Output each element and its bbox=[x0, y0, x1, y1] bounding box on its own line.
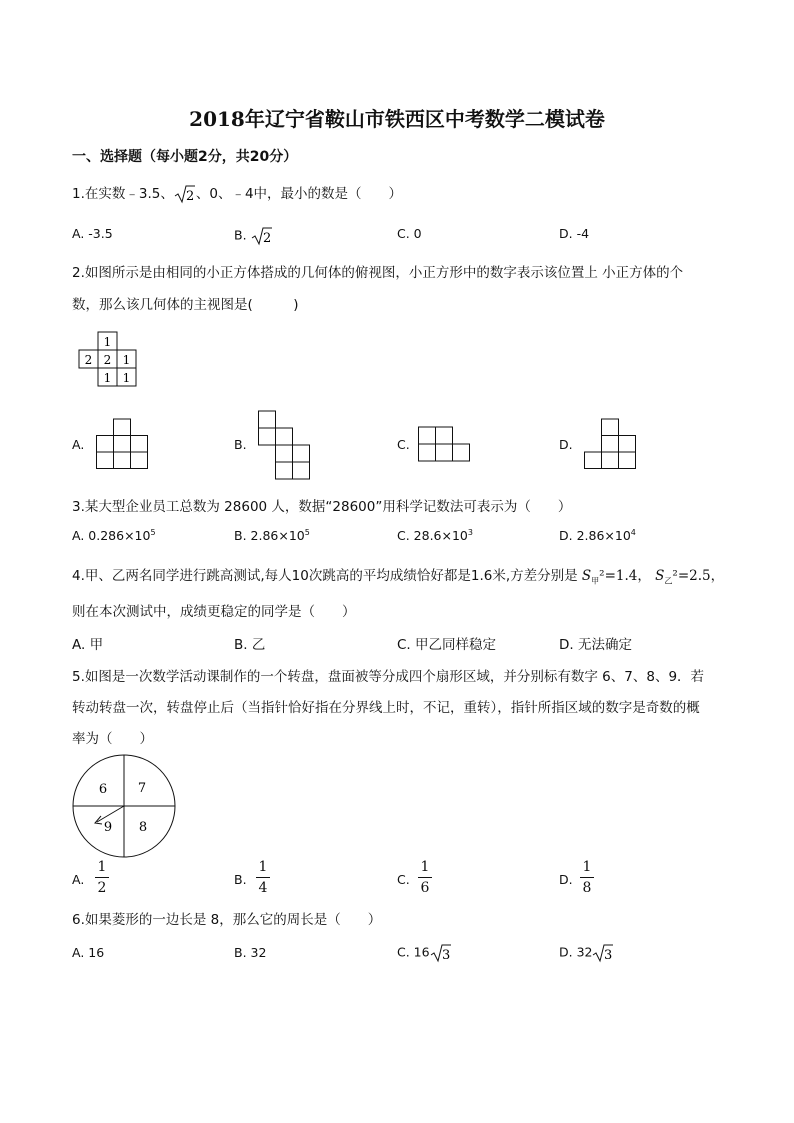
q1-option-b[interactable] bbox=[234, 226, 273, 246]
q3-option-d[interactable] bbox=[559, 528, 636, 543]
sqrt-symbol bbox=[430, 943, 452, 963]
q3-option-b-base: B. 2.86×10 bbox=[234, 528, 305, 544]
spinner-number: 9 bbox=[103, 820, 113, 835]
q3-option-a-exp: 5 bbox=[150, 528, 156, 537]
q5-option-a-label[interactable]: A. bbox=[72, 872, 85, 887]
q2-line-2: 数，那么该几何体的主视图是( ) bbox=[72, 297, 299, 313]
fraction-denominator: 8 bbox=[582, 880, 592, 896]
q1-option-a[interactable]: A. -3.5 bbox=[72, 226, 113, 241]
q6-option-a[interactable]: A. 16 bbox=[72, 945, 105, 960]
q3-option-c[interactable] bbox=[397, 528, 473, 543]
page-title: 2018年辽宁省鞍山市铁西区中考数学二模试卷 bbox=[189, 107, 605, 131]
q6-option-c-label: C. 16 bbox=[397, 944, 430, 960]
q4-line-1-text: 4.甲、乙两名同学进行跳高测试,每人10次跳高的平均成绩恰好都是1.6米,方差分别是 bbox=[72, 568, 578, 584]
fraction-bar bbox=[95, 877, 109, 878]
spinner-number: 6 bbox=[98, 782, 108, 797]
spinner-number: 7 bbox=[137, 781, 147, 796]
fraction-numerator: 1 bbox=[258, 859, 268, 875]
q6-option-d-radicand: 3 bbox=[604, 948, 613, 963]
q3-option-b[interactable] bbox=[234, 528, 310, 543]
q1-option-b-label: B. bbox=[234, 227, 247, 243]
q6-option-b[interactable]: B. 32 bbox=[234, 945, 267, 960]
q6-option-d-label: D. 32 bbox=[559, 944, 593, 960]
q2-figure-d bbox=[584, 418, 638, 470]
q3-option-d-base: D. 2.86×10 bbox=[559, 528, 631, 544]
q2-figure-b bbox=[258, 410, 312, 480]
q2-figure-a bbox=[96, 418, 150, 470]
q5-option-d-fraction bbox=[580, 858, 594, 897]
q5-line-3: 率为（ ） bbox=[72, 731, 153, 747]
q3-option-a-base: A. 0.286×10 bbox=[72, 528, 151, 544]
q5-option-b-label[interactable]: B. bbox=[234, 872, 247, 887]
sqrt-symbol bbox=[174, 184, 196, 204]
q1-text-b: 、0、﹣4中，最小的数是（ ） bbox=[195, 186, 403, 202]
spinner-figure bbox=[71, 753, 177, 859]
fraction-denominator: 6 bbox=[420, 880, 430, 896]
section-heading: 一、选择题（每小题2分，共20分） bbox=[72, 149, 298, 165]
grid-number: 1 bbox=[103, 371, 112, 385]
variance-1-value: ²=1.4， bbox=[599, 568, 651, 584]
q1-option-d[interactable]: D. -4 bbox=[559, 226, 590, 241]
q2-figure-c bbox=[418, 426, 472, 462]
q6-text: 6.如果菱形的一边长是 8，那么它的周长是（ ） bbox=[72, 912, 382, 928]
sqrt-symbol bbox=[592, 943, 614, 963]
q2-option-d[interactable]: D. bbox=[559, 437, 573, 452]
variance-1-sub: 甲 bbox=[591, 576, 600, 586]
grid-number: 2 bbox=[103, 353, 112, 367]
grid-number: 1 bbox=[122, 371, 131, 385]
question-1 bbox=[72, 182, 402, 204]
grid-number: 2 bbox=[84, 353, 93, 367]
q5-option-a-fraction bbox=[95, 858, 109, 897]
q5-option-c-label[interactable]: C. bbox=[397, 872, 410, 887]
q5-line-2: 转动转盘一次，转盘停止后（当指针恰好指在分界线上时，不记，重转），指针所指区域的数字是奇数的概 bbox=[72, 700, 700, 716]
q5-option-d-label[interactable]: D. bbox=[559, 872, 573, 887]
q4-line-1 bbox=[72, 564, 724, 587]
variance-2-sub: 乙 bbox=[664, 576, 673, 586]
q5-option-c-fraction bbox=[418, 858, 432, 897]
q4-option-a[interactable]: A. 甲 bbox=[72, 637, 104, 653]
q2-option-a[interactable]: A. bbox=[72, 437, 85, 452]
sqrt-symbol bbox=[251, 226, 273, 246]
q2-option-b[interactable]: B. bbox=[234, 437, 247, 452]
q3-option-c-exp: 3 bbox=[467, 528, 473, 537]
q3-option-a[interactable] bbox=[72, 528, 156, 543]
fraction-bar bbox=[418, 877, 432, 878]
q1-option-c[interactable]: C. 0 bbox=[397, 226, 422, 241]
grid-number: 1 bbox=[103, 335, 112, 349]
fraction-bar bbox=[256, 877, 270, 878]
q2-option-c[interactable]: C. bbox=[397, 437, 410, 452]
fraction-bar bbox=[580, 877, 594, 878]
q5-option-b-fraction bbox=[256, 858, 270, 897]
fraction-numerator: 1 bbox=[582, 859, 592, 875]
top-view-grid bbox=[78, 331, 138, 389]
variance-1-symbol: S bbox=[581, 568, 592, 584]
variance-2-symbol: S bbox=[655, 568, 665, 584]
q4-option-d[interactable]: D. 无法确定 bbox=[559, 637, 632, 653]
q3-option-d-exp: 4 bbox=[630, 528, 636, 537]
q4-line-2: 则在本次测试中，成绩更稳定的同学是（ ） bbox=[72, 604, 356, 620]
variance-2-value: ²=2.5， bbox=[672, 568, 725, 584]
q3-text: 3.某大型企业员工总数为 28600 人，数据“28600”用科学记数法可表示为（ ） bbox=[72, 499, 572, 515]
q4-option-b[interactable]: B. 乙 bbox=[234, 637, 266, 653]
q6-option-c-radicand: 3 bbox=[441, 948, 450, 963]
q4-option-c[interactable]: C. 甲乙同样稳定 bbox=[397, 637, 497, 653]
fraction-numerator: 1 bbox=[97, 859, 107, 875]
fraction-denominator: 4 bbox=[258, 880, 268, 896]
q5-line-1: 5.如图是一次数学活动课制作的一个转盘，盘面被等分成四个扇形区域，并分别标有数字 6、7、8、9．若 bbox=[72, 669, 705, 685]
q1-text-a: 1.在实数﹣3.5、 bbox=[72, 186, 174, 202]
q3-option-c-base: C. 28.6×10 bbox=[397, 528, 468, 544]
q2-line-1: 2.如图所示是由相同的小正方体搭成的几何体的俯视图，小正方形中的数字表示该位置上 小正方体的个 bbox=[72, 265, 684, 281]
spinner-number: 8 bbox=[138, 820, 148, 835]
grid-number: 1 bbox=[122, 353, 131, 367]
q1-radicand: 2 bbox=[185, 189, 195, 204]
fraction-denominator: 2 bbox=[97, 880, 107, 896]
q6-option-d[interactable] bbox=[559, 943, 614, 963]
q1-option-b-radicand: 2 bbox=[262, 231, 271, 246]
q6-option-c[interactable] bbox=[397, 943, 452, 963]
q3-option-b-exp: 5 bbox=[304, 528, 310, 537]
fraction-numerator: 1 bbox=[420, 859, 430, 875]
